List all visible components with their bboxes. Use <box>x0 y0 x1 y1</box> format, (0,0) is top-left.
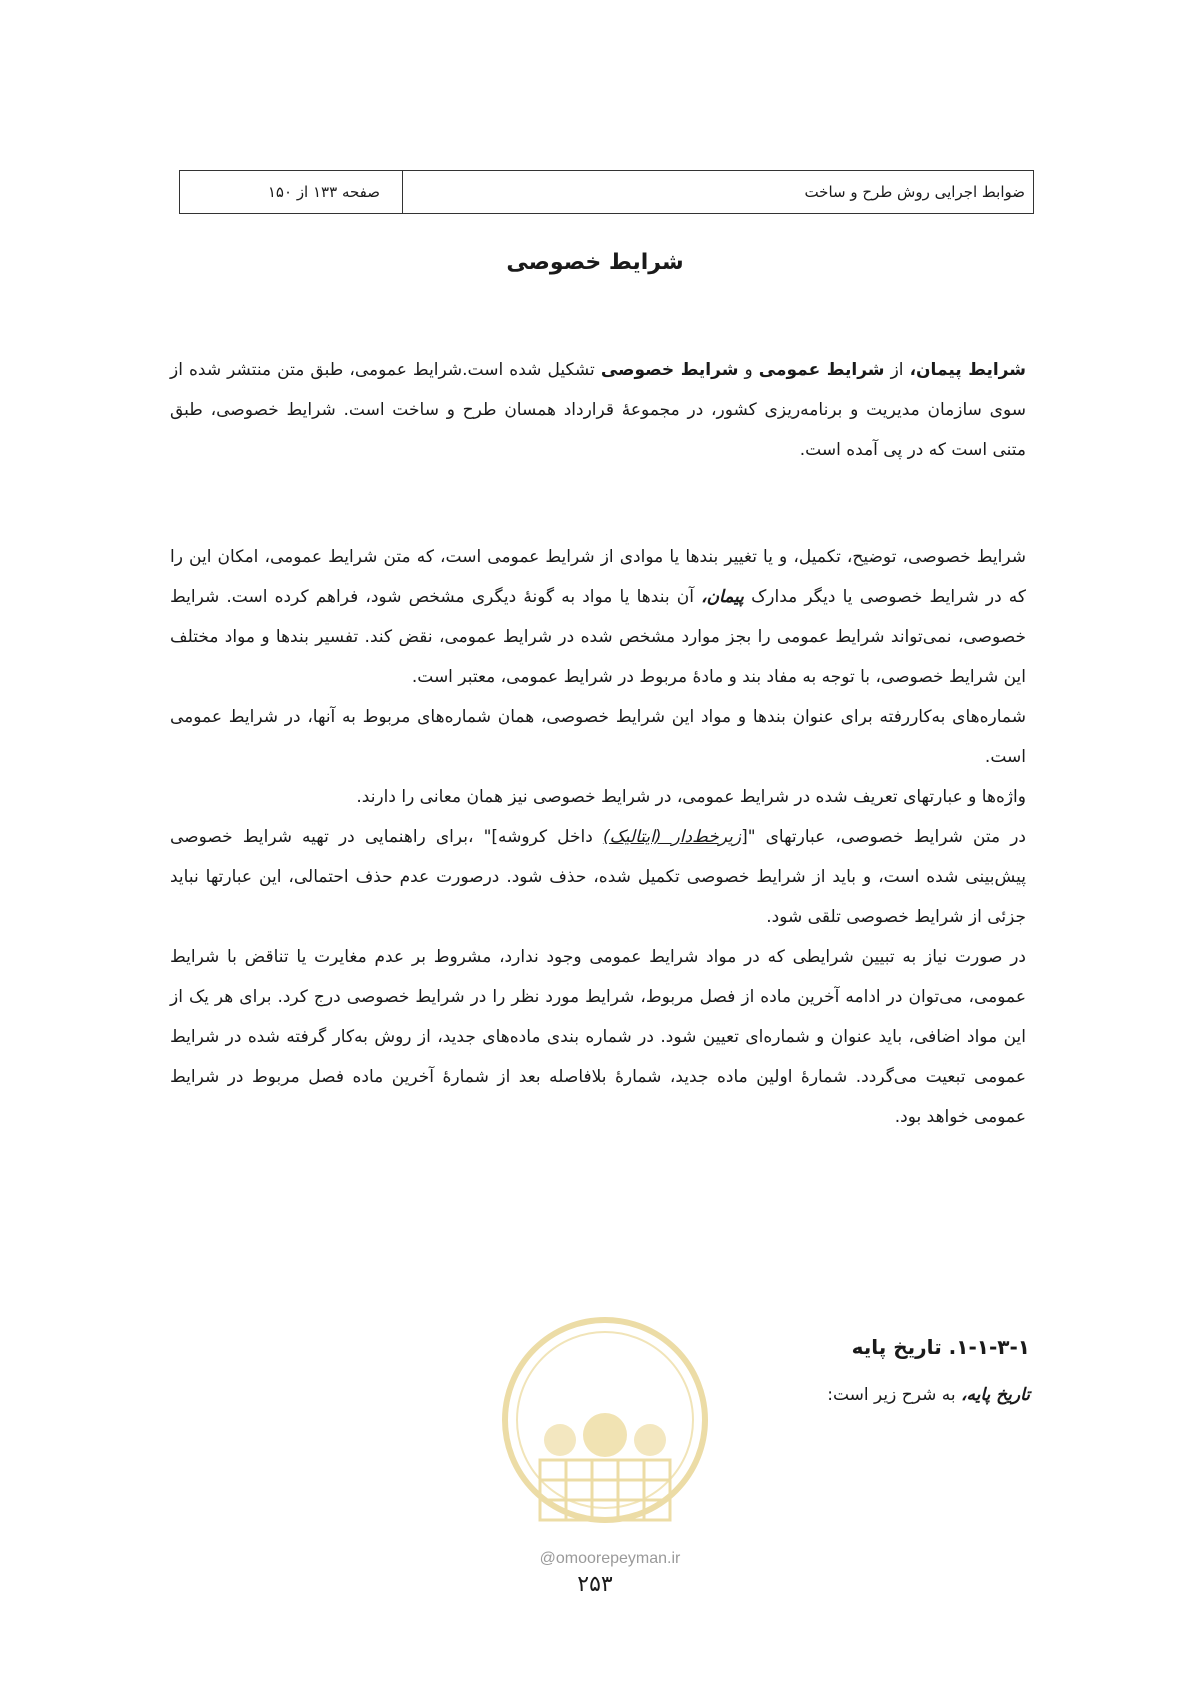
intro-paragraph <box>170 350 1026 470</box>
page-header <box>179 170 1034 214</box>
watermark-logo <box>490 1310 720 1580</box>
text-span: و <box>738 360 759 380</box>
page-indicator: صفحه ۱۳۳ از ۱۵۰ <box>267 183 380 201</box>
paragraph-guidance <box>170 817 1026 937</box>
document-title: ضوابط اجرایی روش طرح و ساخت <box>402 171 1033 213</box>
paragraph-terms: واژه‌ها و عبارتهای تعریف شده در شرایط عمومی، در شرایط خصوصی نیز همان معانی را دارند. <box>356 787 1026 807</box>
term-base-date: تاریخ پایه، <box>961 1385 1030 1405</box>
paragraph-definition <box>170 537 1026 697</box>
text-span: در متن شرایط خصوصی، عبارتهای "[ <box>741 827 1026 847</box>
underlined-italic-phrase: زیرخط‌دار (ایتالیک) <box>602 827 742 847</box>
text-span: به شرح زیر است: <box>827 1385 961 1405</box>
text-span: داخل کروشه]" ،برای راهنمایی در تهیه شرایط خصوصی پیش‌بینی شده است، و باید از شرایط خصوصی تکمیل شده، حذف شود. درصورت عدم حذف احتمالی، این عبارتها نباید جزئی از شرایط خصوصی تلقی شود. <box>170 827 1026 927</box>
text-span: تشکیل شده است.شرایط عمومی، طبق متن منتشر شده از سوی سازمان مدیریت و برنامه‌ریزی کشور، در مجموعهٔ قرارداد همسان طرح و ساخت است. شرایط خصوصی، طبق متنی است که در پی آمده است. <box>170 360 1026 460</box>
paragraph-numbering: شماره‌های به‌کاررفته برای عنوان بندها و مواد این شرایط خصوصی، همان شماره‌های مربوط به آنها، در شرایط عمومی است. <box>170 707 1026 767</box>
section-title: شرایط خصوصی <box>506 250 684 275</box>
term-contract-conditions: شرایط پیمان، <box>909 360 1026 380</box>
text-span: از <box>884 360 910 380</box>
term-general-conditions: شرایط عمومی <box>758 360 885 380</box>
watermark-caption: @omoorepeyman.ir <box>539 1550 681 1567</box>
main-paragraphs <box>170 537 1026 1137</box>
subsection-intro <box>827 1385 1030 1405</box>
term-special-conditions: شرایط خصوصی <box>600 360 739 380</box>
text-span: آن بندها یا مواد به گونهٔ دیگری مشخص شود، فراهم کرده است. شرایط خصوصی، نمی‌تواند شرایط عمومی را بجز موارد مشخص شده در شرایط عمومی، نقض کند. تفسیر بندها و مواد مختلف این شرایط خصوصی، با توجه به مفاد بند و مادهٔ مربوط در شرایط عمومی، معتبر است. <box>170 587 1026 687</box>
page-number: ۲۵۳ <box>577 1572 613 1597</box>
term-contract-italic: پیمان، <box>701 587 744 607</box>
subsection-heading: ۱-۱-۳-۱. تاریخ پایه <box>851 1335 1030 1359</box>
paragraph-additional-articles: در صورت نیاز به تبیین شرایطی که در مواد شرایط عمومی وجود ندارد، مشروط بر عدم مغایرت یا تناقض با شرایط عمومی، می‌توان در ادامه آخرین ماده از فصل مربوط، شرایط مورد نظر را در شرایط خصوصی درج کرد. برای هر یک از این مواد اضافی، باید عنوان و شماره‌ای تعیین شود. در شماره بندی ماده‌های جدید، از روش به‌کار گرفته شده در شرایط عمومی تبعیت می‌گردد. شمارهٔ اولین ماده جدید، شمارهٔ بلافاصله بعد از شمارهٔ آخرین ماده فصل مربوط در شرایط عمومی خواهد بود. <box>170 947 1026 1127</box>
text-span: شرایط خصوصی، توضیح، تکمیل، و یا تغییر بندها یا موادی از شرایط عمومی است، که متن شرایط عمومی، امکان این را که در شرایط خصوصی یا دیگر مدارک <box>170 547 1026 607</box>
